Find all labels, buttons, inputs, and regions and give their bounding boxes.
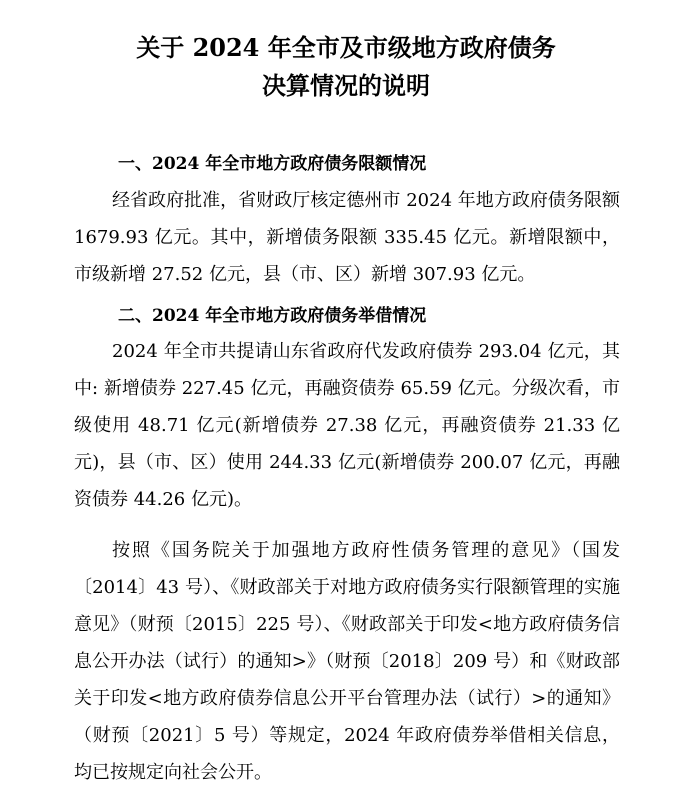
section-2-paragraph-1: 2024 年全市共提请山东省政府代发政府债券 293.04 亿元，其中: 新增债券 227.45 亿元，再融资债券 65.59 亿元。分级次看，市级使用 48.71 亿元(新增债券 27.38 亿元，再融资债券 21.33 亿元)，县（市、区）使用 244.33 亿元(新增债券 200.07 亿元，再融资债券 44.26 亿元)。 [74,341,620,510]
section-2-paragraph-2: 按照《国务院关于加强地方政府性债务管理的意见》（国发〔2014〕43 号）、《财政部关于对地方政府债务实行限额管理的实施意见》（财预〔2015〕225 号）、《财政部关于印发<地方政府债务信息公开办法（试行）的通知>》（财预〔2018〕209 号）和《财政部关于印发<地方政府债券信息公开平台管理办法（试行）>的通知》（财预〔2021〕5 号）等规定，2024 年政府债券举借相关信息，均已按规定向社会公开。 [74,540,620,783]
document-title-line-1: 关于 2024 年全市及市级地方政府债务 [136,33,556,62]
section-2-heading: 二、2024 年全市地方政府债务举借情况 [118,306,427,326]
section-1-paragraph: 经省政府批准，省财政厅核定德州市 2024 年地方政府债务限额 1679.93 亿元。其中，新增债务限额 335.45 亿元。新增限额中，市级新增 27.52 亿元，县（市、区）新增 307.93 亿元。 [74,190,620,285]
document-title-line-2: 决算情况的说明 [262,71,430,100]
section-1-heading: 一、2024 年全市地方政府债务限额情况 [118,154,427,174]
